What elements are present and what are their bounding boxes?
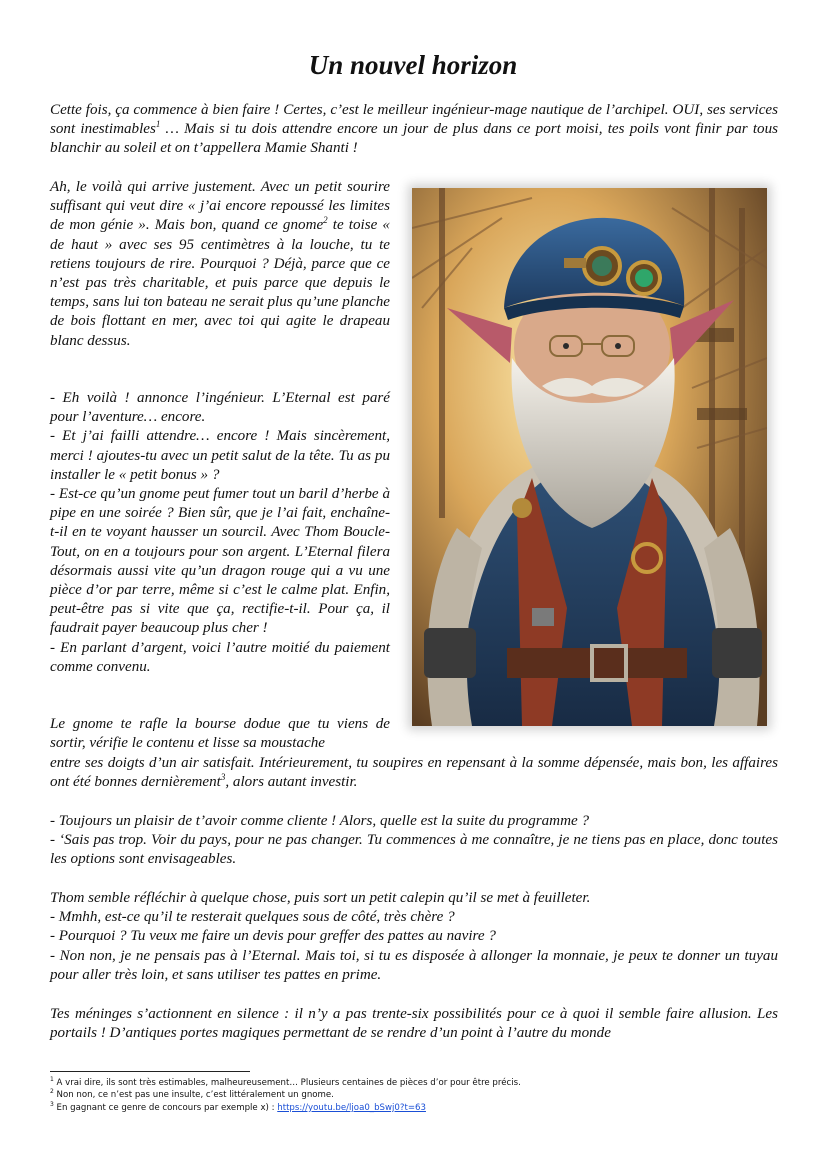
intro-text-a: Cette fois, ça commence à bien faire ! Certes, c’est le meilleur ingénieur-mage nautique de l’archipel. OUI, ses services sont inestimables <box>50 102 778 138</box>
arrival-text-a: Ah, le voilà qui arrive justement. Avec un petit sourire suffisant qui veut dire « j’ai encore repoussé les limites de mon génie ». Mais bon, quand ce gnome <box>50 179 390 234</box>
dialogue-line: - Est-ce qu’un gnome peut fumer tout un baril d’herbe à pipe en une soirée ? Bien sûr, que je l’ai fait, enchaîne-t-il en te voyant hausser un sourcil. Avec Thom Boucle-Tout, on en a toujours pour son argent. L’Eternal filera désormais aussi vite qu’un dragon rouge qui a vu une pièce d’or par terre, même si c’est le calme plat. Enfin, peut-être pas si vite que ça, rectifie-t-il. Pour ça, il faudrait payer beaucoup plus cher ! <box>50 486 390 637</box>
purse-text-a: Le gnome te rafle la bourse dodue que tu viens de sortir, vérifie le contenu et lisse sa moustache <box>50 716 390 752</box>
footnote-2 <box>50 1089 770 1101</box>
dialogue-line: - Et j’ai failli attendre… encore ! Mais sincèrement, merci ! ajoutes-tu avec un petit salut de la tête. Tu as pu installer le « petit bonus » ? <box>50 428 390 483</box>
gnome-arrival-paragraph <box>50 178 390 351</box>
purse-text-c: , alors autant investir. <box>225 774 358 791</box>
gnome-engineer-illustration <box>412 188 767 726</box>
footnote-ref-3[interactable]: 3 <box>220 772 226 783</box>
purse-text-b: entre ses doigts d’un air satisfait. Intérieurement, tu soupires en repensant à la somme dépensée, mais bon, les affaires ont été bonnes dernièrement <box>50 755 778 791</box>
page-title: Un nouvel horizon <box>308 50 518 80</box>
dialogue-line: - Eh voilà ! annonce l’ingénieur. L’Eternal est paré pour l’aventure… encore. <box>50 390 390 426</box>
footnote-number: 3 <box>50 1100 54 1108</box>
dialogue-line: - ‘Sais pas trop. Voir du pays, pour ne pas changer. Tu commences à me connaître, je ne tiens pas en place, donc toutes les options sont envisageables. <box>50 832 778 868</box>
dialogue-line: - Mmhh, est-ce qu’il te resterait quelques sous de côté, très chère ? <box>50 909 455 926</box>
dialogue-line: - En parlant d’argent, voici l’autre moitié du paiement comme convenu. <box>50 639 390 675</box>
dialogue-line: - Non non, je ne pensais pas à l’Eternal. Mais toi, si tu es disposée à allonger la monnaie, je peux te donner un tuyau pour aller très loin, et sans utiliser tes pattes en prime. <box>50 947 778 983</box>
dialogue-block-3 <box>50 889 778 985</box>
intro-text-b: … Mais si tu dois attendre encore un jour de plus dans ce port moisi, tes poils vont finir par tous blanchir au soleil et on t’appellera Mamie Shanti ! <box>50 121 778 157</box>
footnotes <box>50 1077 770 1114</box>
intro-paragraph <box>50 101 778 159</box>
youtube-link[interactable]: https://youtu.be/ljoa0_bSwj0?t=63 <box>277 1102 426 1113</box>
dialogue-line: Thom semble réfléchir à quelque chose, puis sort un petit calepin qu’il se met à feuilleter. <box>50 890 591 906</box>
portals-paragraph <box>50 1005 778 1043</box>
footnote-1 <box>50 1077 770 1089</box>
footnote-ref-2[interactable]: 2 <box>323 215 328 226</box>
footnote-number: 2 <box>50 1088 54 1096</box>
dialogue-line: - Toujours un plaisir de t’avoir comme cliente ! Alors, quelle est la suite du programme ? <box>50 813 589 829</box>
dialogue-block-2 <box>50 812 778 870</box>
portals-text: Tes méninges s’actionnent en silence : il n’y a pas trente-six possibilités pour ce à quoi il semble faire allusion. Les portails ! D’antiques portes magiques permettant de se rendre d’un point à l’autre du monde <box>50 1006 778 1042</box>
dialogue-line: - Pourquoi ? Tu veux me faire un devis pour greffer des pattes au navire ? <box>50 928 496 945</box>
purse-paragraph-start <box>50 715 390 753</box>
footnote-text: A vrai dire, ils sont très estimables, malheureusement… Plusieurs centaines de pièces d’or pour être précis. <box>53 1078 521 1088</box>
purse-paragraph-end <box>50 754 778 792</box>
arrival-text-b: te toise « de haut » avec ses 95 centimètres à la louche, tu te retiens toujours de rire. Pourquoi ? Déjà, parce que ce n’est pas très charitable, et puis parce que depuis le temps, sans lui ton bateau ne serait plus qu’une planche de bois flottant en mer, avec toi qui agite le drapeau blanc dessus. <box>50 217 390 349</box>
footnote-ref-1[interactable]: 1 <box>155 119 161 130</box>
footnote-number: 1 <box>50 1076 54 1084</box>
footnote-3 <box>50 1102 770 1114</box>
footnote-text: En gagnant ce genre de concours par exemple x) : <box>53 1102 278 1113</box>
dialogue-block-1 <box>50 389 390 677</box>
footnote-text: Non non, ce n’est pas une insulte, c’est littéralement un gnome. <box>53 1090 334 1101</box>
footnote-separator <box>50 1071 250 1072</box>
